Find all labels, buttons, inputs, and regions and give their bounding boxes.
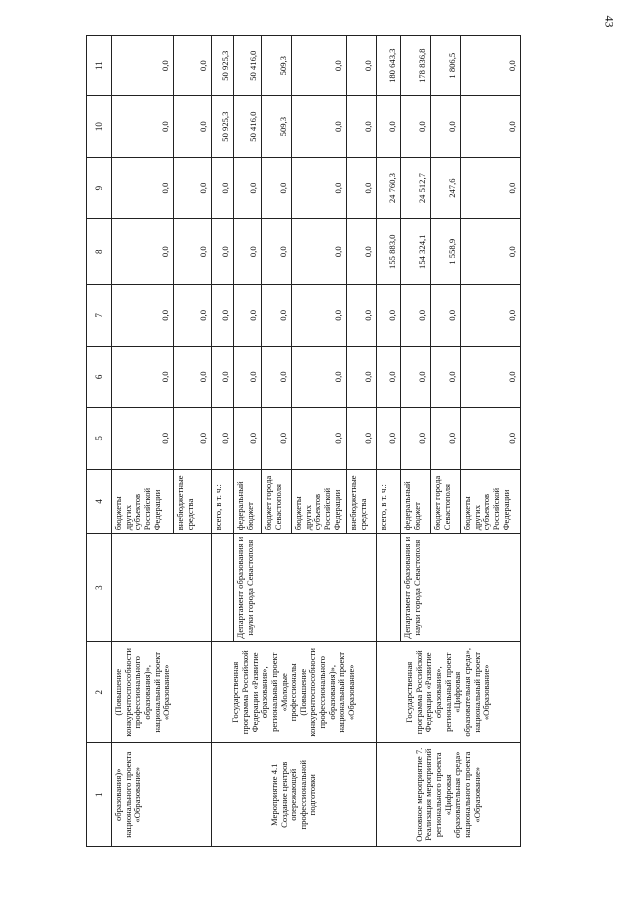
value-cell: [112, 346, 174, 407]
value-text: 0,0: [333, 432, 344, 444]
value-cell: [401, 219, 431, 285]
column-number-11: 11: [87, 36, 112, 96]
value-text: 0,0: [417, 432, 428, 444]
value-text: 0,0: [160, 432, 171, 444]
value-text: 0,0: [507, 60, 518, 72]
value-cell: [262, 96, 292, 157]
value-cell: [212, 36, 234, 96]
value-cell: [234, 157, 262, 218]
value-text: 0,0: [220, 246, 231, 258]
value-cell: [112, 36, 174, 96]
value-cell: [431, 285, 461, 346]
value-text: 24 760,3: [387, 173, 398, 204]
value-text: 50 416,0: [248, 50, 259, 81]
value-cell: [431, 219, 461, 285]
value-text: 0,0: [333, 246, 344, 258]
value-cell: [377, 157, 401, 218]
value-cell: [401, 157, 431, 218]
value-cell: [377, 36, 401, 96]
value-text: 0,0: [447, 121, 458, 133]
table-row: [212, 36, 234, 847]
value-cell: [292, 157, 347, 218]
value-cell: [431, 96, 461, 157]
value-cell: [292, 285, 347, 346]
value-text: 0,0: [447, 310, 458, 321]
value-cell: [431, 346, 461, 407]
value-cell: [401, 408, 431, 469]
value-cell: [431, 157, 461, 218]
value-cell: [292, 96, 347, 157]
value-text: 0,0: [248, 246, 259, 258]
value-text: 50 416,0: [248, 111, 259, 142]
value-text: 0,0: [278, 432, 289, 444]
value-text: 0,0: [248, 182, 259, 194]
value-cell: [234, 408, 262, 469]
value-cell: [401, 346, 431, 407]
value-cell: [212, 346, 234, 407]
value-cell: [347, 346, 377, 407]
value-text: 0,0: [507, 121, 518, 133]
funding-source-cell: бюджет города Севастополя: [262, 469, 292, 534]
value-text: 0,0: [363, 432, 374, 444]
value-text: 0,0: [417, 310, 428, 321]
value-text: 0,0: [363, 121, 374, 133]
value-cell: [234, 346, 262, 407]
value-cell: [212, 157, 234, 218]
value-cell: [431, 36, 461, 96]
program-cell: (Повышение конкурентоспособности профессионального образования)», национальный проект «Образование»: [112, 642, 212, 743]
value-text: 0,0: [507, 182, 518, 194]
value-text: 0,0: [363, 60, 374, 72]
value-text: 180 643,3: [387, 48, 398, 83]
value-text: 1 558,9: [447, 238, 458, 265]
value-text: 0,0: [160, 310, 171, 321]
value-text: 154 324,1: [417, 234, 428, 269]
value-text: 0,0: [198, 432, 209, 444]
value-text: 0,0: [363, 246, 374, 258]
value-cell: [262, 36, 292, 96]
funding-source-cell: внебюджетные средства: [347, 469, 377, 534]
funding-source-cell: всего, в т. ч.:: [212, 469, 234, 534]
funding-source-cell: бюджет города Севастополя: [431, 469, 461, 534]
value-text: 0,0: [447, 432, 458, 444]
value-text: 0,0: [160, 371, 171, 383]
value-text: 0,0: [387, 432, 398, 444]
value-text: 0,0: [160, 121, 171, 133]
executor-cell: [112, 534, 212, 642]
value-cell: [112, 219, 174, 285]
value-cell: [174, 408, 212, 469]
value-text: 0,0: [417, 121, 428, 133]
table-row: [112, 36, 174, 847]
value-cell: [262, 219, 292, 285]
value-cell: [347, 157, 377, 218]
value-text: 0,0: [333, 182, 344, 194]
value-cell: [174, 36, 212, 96]
value-cell: [461, 157, 521, 218]
value-text: 0,0: [198, 246, 209, 258]
value-text: 0,0: [507, 371, 518, 383]
value-text: 0,0: [507, 310, 518, 321]
value-cell: [174, 219, 212, 285]
table-row: [377, 36, 401, 847]
value-text: 247,6: [447, 178, 458, 198]
column-number-3: 3: [87, 534, 112, 642]
value-text: 0,0: [198, 60, 209, 72]
event-name-cell: Мероприятие 4.1 Создание центров опережающей профессиональной подготовки: [212, 743, 377, 847]
funding-source-cell: внебюджетные средства: [174, 469, 212, 534]
value-cell: [234, 96, 262, 157]
budget-table-frame: [86, 35, 559, 847]
value-text: 50 925,3: [220, 111, 231, 142]
value-cell: [212, 96, 234, 157]
value-cell: [262, 157, 292, 218]
value-text: 0,0: [417, 371, 428, 383]
value-text: 0,0: [507, 432, 518, 444]
value-cell: [174, 157, 212, 218]
value-text: 0,0: [248, 432, 259, 444]
value-cell: [461, 346, 521, 407]
value-text: 0,0: [387, 371, 398, 383]
value-cell: [234, 219, 262, 285]
budget-table: [86, 35, 521, 847]
value-cell: [174, 96, 212, 157]
value-cell: [234, 285, 262, 346]
value-cell: [292, 36, 347, 96]
header-row: [87, 36, 112, 847]
executor-cell: Департамент образования и науки города Севастополя: [401, 534, 521, 642]
value-text: 0,0: [278, 310, 289, 321]
value-cell: [377, 96, 401, 157]
value-text: 0,0: [447, 371, 458, 383]
value-cell: [347, 219, 377, 285]
value-cell: [461, 408, 521, 469]
value-cell: [262, 285, 292, 346]
value-cell: [377, 219, 401, 285]
executor-cell: Департамент образования и науки города Севастополя: [234, 534, 377, 642]
value-text: 0,0: [278, 246, 289, 258]
funding-source-cell: бюджеты других субъектов Российской Федерации: [461, 469, 521, 534]
value-cell: [401, 36, 431, 96]
funding-source-cell: бюджеты других субъектов Российской Федерации: [112, 469, 174, 534]
value-text: 0,0: [363, 310, 374, 321]
value-text: 24 512,7: [417, 173, 428, 204]
value-cell: [461, 285, 521, 346]
value-text: 0,0: [387, 121, 398, 133]
value-text: 0,0: [278, 182, 289, 194]
column-number-5: 5: [87, 408, 112, 469]
value-cell: [377, 285, 401, 346]
value-cell: [262, 346, 292, 407]
value-cell: [461, 96, 521, 157]
value-cell: [292, 346, 347, 407]
value-text: 0,0: [387, 310, 398, 321]
value-cell: [401, 285, 431, 346]
value-cell: [112, 96, 174, 157]
value-cell: [347, 36, 377, 96]
executor-cell-blank: [377, 534, 401, 642]
program-cell: Государственная программа Российской Федерации «Развитие образования», региональный проект «Молодые профессионалы (Повышение конкурентоспособности профессионального образования)», национальный проект «Образование»: [212, 642, 377, 743]
value-text: 509,3: [278, 56, 289, 76]
value-text: 0,0: [248, 310, 259, 321]
value-cell: [174, 346, 212, 407]
value-text: 0,0: [198, 182, 209, 194]
column-number-2: 2: [87, 642, 112, 743]
value-text: 0,0: [220, 371, 231, 383]
value-text: 0,0: [160, 246, 171, 258]
funding-source-cell: бюджеты других субъектов Российской Федерации: [292, 469, 347, 534]
value-text: 0,0: [333, 121, 344, 133]
value-cell: [234, 36, 262, 96]
value-cell: [401, 96, 431, 157]
value-text: 0,0: [160, 60, 171, 72]
value-cell: [112, 157, 174, 218]
value-text: 0,0: [363, 371, 374, 383]
value-text: 509,3: [278, 116, 289, 137]
value-text: 0,0: [507, 246, 518, 258]
value-cell: [377, 346, 401, 407]
funding-source-cell: федеральный бюджет: [234, 469, 262, 534]
value-cell: [347, 96, 377, 157]
funding-source-cell: всего, в т. ч.:: [377, 469, 401, 534]
page-number: 43: [602, 15, 617, 27]
value-cell: [212, 285, 234, 346]
value-text: 0,0: [278, 371, 289, 383]
value-cell: [347, 285, 377, 346]
funding-source-cell: федеральный бюджет: [401, 469, 431, 534]
value-cell: [461, 219, 521, 285]
value-text: 0,0: [198, 121, 209, 133]
value-cell: [377, 408, 401, 469]
value-cell: [461, 36, 521, 96]
value-cell: [212, 219, 234, 285]
program-cell: Государственная программа Российской Федерации «Развитие образования», региональный проект «Цифровая образовательная среда», национальный проект «Образование»: [377, 642, 521, 743]
value-text: 0,0: [333, 371, 344, 383]
value-cell: [292, 219, 347, 285]
value-text: 1 806,5: [447, 52, 458, 79]
value-cell: [212, 408, 234, 469]
value-cell: [262, 408, 292, 469]
value-text: 0,0: [333, 310, 344, 321]
column-number-9: 9: [87, 157, 112, 218]
value-cell: [347, 408, 377, 469]
value-cell: [112, 408, 174, 469]
event-name-cell: Основное мероприятие 7. Реализация мероприятий регионального проекта «Цифровая образовательная среда» национального проекта «Образование»: [377, 743, 521, 847]
value-text: 50 925,3: [220, 50, 231, 81]
column-number-6: 6: [87, 346, 112, 407]
column-number-10: 10: [87, 96, 112, 157]
value-text: 0,0: [220, 182, 231, 194]
value-text: 0,0: [363, 182, 374, 194]
value-cell: [292, 408, 347, 469]
value-text: 0,0: [160, 182, 171, 194]
column-number-4: 4: [87, 469, 112, 534]
value-text: 0,0: [198, 371, 209, 383]
value-text: 0,0: [248, 371, 259, 383]
column-number-8: 8: [87, 219, 112, 285]
value-text: 155 883,0: [387, 234, 398, 269]
executor-cell-blank: [212, 534, 234, 642]
column-number-1: 1: [87, 743, 112, 847]
value-cell: [431, 408, 461, 469]
value-text: 0,0: [220, 432, 231, 444]
event-name-cell: образования)» национального проекта «Образование»: [112, 743, 212, 847]
value-cell: [112, 285, 174, 346]
value-cell: [174, 285, 212, 346]
value-text: 0,0: [198, 310, 209, 321]
value-text: 0,0: [220, 310, 231, 321]
value-text: 0,0: [333, 60, 344, 72]
value-text: 178 836,8: [417, 48, 428, 83]
column-number-7: 7: [87, 285, 112, 346]
